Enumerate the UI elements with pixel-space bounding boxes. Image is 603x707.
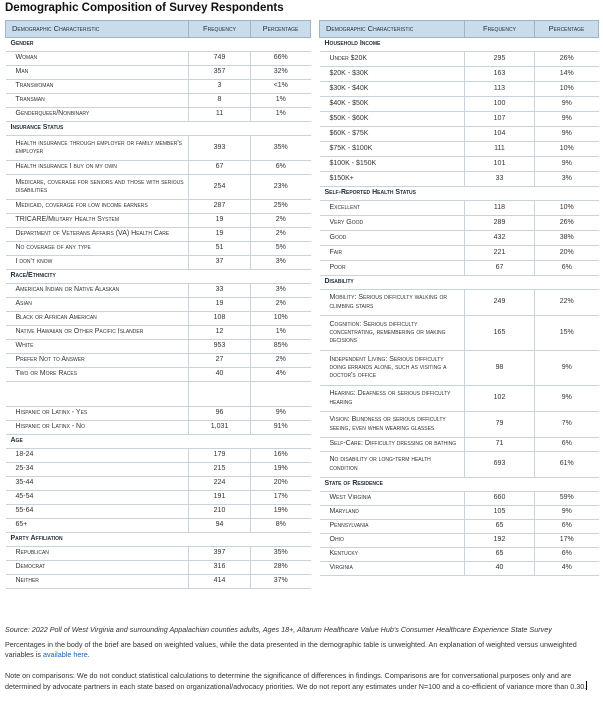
row-percentage: 8% [251,519,311,533]
weighting-note-end: . [87,650,90,660]
row-label: 18-24 [6,449,189,463]
row-frequency: 3 [189,80,251,94]
table-row [320,492,599,506]
row-frequency [189,382,251,407]
section-header-row [320,478,599,492]
row-frequency: 65 [465,520,535,534]
header-frequency: Frequency [465,21,535,38]
row-percentage: 38% [535,231,599,246]
table-row [6,94,311,108]
row-percentage: 9% [535,127,599,142]
row-frequency: 51 [189,242,251,256]
row-label: Excellent [320,201,465,216]
row-frequency: 40 [465,562,535,576]
table-row [6,547,311,561]
table-row [320,52,599,67]
row-label: Self-Care: Difficulty dressing or bathing [320,438,465,452]
row-frequency: 295 [465,52,535,67]
row-frequency: 192 [465,534,535,548]
row-percentage: 15% [535,316,599,351]
row-label: Pennsylvania [320,520,465,534]
table-row [320,142,599,157]
section-title: Disability [320,276,599,290]
row-frequency: 71 [465,438,535,452]
table-row [6,161,311,175]
row-label: $40K - $50K [320,97,465,112]
row-frequency: 105 [465,506,535,520]
row-frequency: 67 [465,261,535,276]
row-percentage: 3% [251,256,311,270]
row-label: West Virginia [320,492,465,506]
row-label: Medicaid, coverage for low income earners [6,200,189,214]
row-frequency: 693 [465,452,535,478]
section-title: Insurance Status [6,122,311,136]
row-label: Man [6,66,189,80]
row-label: Republican [6,547,189,561]
row-label: White [6,340,189,354]
section-header-row [6,38,311,52]
row-label: Maryland [320,506,465,520]
row-percentage: 19% [251,505,311,519]
demographics-table-right [319,20,599,576]
row-label: Cognition: Serious difficulty concentrating, remembering or making decisions [320,316,465,351]
row-percentage: 7% [535,412,599,438]
table-row [6,312,311,326]
table-row [320,290,599,316]
row-percentage: 22% [535,290,599,316]
table-row [320,351,599,386]
row-percentage: 35% [251,547,311,561]
row-frequency: 67 [189,161,251,175]
row-label: Kentucky [320,548,465,562]
row-percentage: 26% [535,52,599,67]
row-percentage: 9% [535,386,599,412]
row-percentage: 2% [251,228,311,242]
header-frequency: Frequency [189,21,251,38]
row-label: Prefer Not to Answer [6,354,189,368]
table-row [6,561,311,575]
row-label: $50K - $60K [320,112,465,127]
row-label: $20K - $30K [320,67,465,82]
row-percentage: 28% [251,561,311,575]
section-title: Race/Ethnicity [6,270,311,284]
row-label: Independent Living: Serious difficulty doing errands alone, such as visiting a doctor's office [320,351,465,386]
row-label: Vision: Blindness or serious difficulty seeing, even when wearing glasses [320,412,465,438]
row-label: Health insurance I buy on my own [6,161,189,175]
row-label: 65+ [6,519,189,533]
row-frequency: 33 [189,284,251,298]
table-row [6,326,311,340]
row-frequency: 33 [465,172,535,187]
comparisons-note [5,671,598,692]
row-percentage: 9% [535,97,599,112]
table-row [320,452,599,478]
row-frequency: 107 [465,112,535,127]
row-label: Woman [6,52,189,66]
row-percentage: 19% [251,463,311,477]
row-frequency: 96 [189,407,251,421]
row-label: Under $20K [320,52,465,67]
row-percentage: 59% [535,492,599,506]
weighting-note [5,640,598,660]
row-label: Good [320,231,465,246]
row-percentage: 1% [251,94,311,108]
row-percentage: 9% [535,506,599,520]
row-percentage: 5% [251,242,311,256]
table-row [320,316,599,351]
page-title: Demographic Composition of Survey Respondents [5,2,284,14]
available-here-link[interactable]: available here [42,650,88,660]
row-percentage: 9% [251,407,311,421]
row-frequency: 249 [465,290,535,316]
row-frequency: 1,031 [189,421,251,435]
table-row [6,421,311,435]
row-label: Two or More Races [6,368,189,382]
row-label: Neither [6,575,189,589]
table-row [6,449,311,463]
row-percentage: 35% [251,136,311,161]
row-frequency: 287 [189,200,251,214]
row-percentage: 26% [535,216,599,231]
table-row [320,261,599,276]
row-percentage: 6% [535,520,599,534]
table-row [320,520,599,534]
row-label: Hispanic or Latinx - No [6,421,189,435]
row-percentage: 4% [535,562,599,576]
row-percentage: 3% [535,172,599,187]
row-frequency: 165 [465,316,535,351]
row-label: I don't know [6,256,189,270]
table-row [320,201,599,216]
row-label: $30K - $40K [320,82,465,97]
table-row [6,298,311,312]
row-label: Department of Veterans Affairs (VA) Health Care [6,228,189,242]
row-frequency: 102 [465,386,535,412]
row-frequency: 289 [465,216,535,231]
row-frequency: 12 [189,326,251,340]
row-label: Democrat [6,561,189,575]
row-frequency: 163 [465,67,535,82]
row-label: Medicare, coverage for seniors and those with serious disabilities [6,175,189,200]
row-percentage: 6% [535,438,599,452]
source-note: Source: 2022 Poll of West Virginia and surrounding Appalachian counties adults, Ages 18+, Altarum Healthcare Value Hub's Consumer Healthcare Experience State Survey [5,625,552,634]
table-body-right [320,38,599,576]
row-frequency: 79 [465,412,535,438]
table-header-row [6,21,311,38]
row-label: Genderqueer/Nonbinary [6,108,189,122]
row-label: $75K - $100K [320,142,465,157]
row-label: Ohio [320,534,465,548]
table-row [6,505,311,519]
row-percentage: 61% [535,452,599,478]
row-frequency: 27 [189,354,251,368]
row-percentage: 25% [251,200,311,214]
table-row [320,562,599,576]
row-percentage: 9% [535,112,599,127]
row-frequency: 113 [465,82,535,97]
row-percentage: 10% [535,142,599,157]
table-row [6,284,311,298]
row-frequency: 101 [465,157,535,172]
row-frequency: 118 [465,201,535,216]
row-frequency: 65 [465,548,535,562]
row-frequency: 37 [189,256,251,270]
table-row [320,506,599,520]
row-label: $100K - $150K [320,157,465,172]
row-frequency: 8 [189,94,251,108]
row-frequency: 221 [465,246,535,261]
section-header-row [320,38,599,52]
row-frequency: 749 [189,52,251,66]
row-percentage: 85% [251,340,311,354]
row-percentage: 10% [535,201,599,216]
row-frequency: 98 [465,351,535,386]
row-label: Very Good [320,216,465,231]
table-row [320,231,599,246]
row-frequency: 94 [189,519,251,533]
row-label [6,382,189,407]
table-row [320,172,599,187]
section-title: Gender [6,38,311,52]
table-row [320,548,599,562]
row-percentage: 17% [535,534,599,548]
row-percentage: 9% [535,157,599,172]
row-label: Native Hawaiian or Other Pacific Islander [6,326,189,340]
table-row [320,127,599,142]
header-characteristic: Demographic Characteristic [320,21,465,38]
row-percentage: 6% [251,161,311,175]
table-row [6,491,311,505]
weighting-note-text: Percentages in the body of the brief are based on weighted values, while the data presented in the demographic table is unweighted. An explanation of weighted versus unweighted variables is [5,640,577,660]
table-row [320,438,599,452]
row-frequency: 953 [189,340,251,354]
table-row [6,214,311,228]
row-percentage: 91% [251,421,311,435]
row-label: No disability or long-term health condition [320,452,465,478]
table-row [6,407,311,421]
row-percentage [251,382,311,407]
row-percentage: <1% [251,80,311,94]
row-label: Fair [320,246,465,261]
table-row [6,52,311,66]
table-row [320,157,599,172]
table-row [6,463,311,477]
row-label: Black or African American [6,312,189,326]
row-percentage: 2% [251,214,311,228]
row-label: 35-44 [6,477,189,491]
row-frequency: 11 [189,108,251,122]
section-title: Party Affiliation [6,533,311,547]
table-row [6,477,311,491]
section-header-row [6,122,311,136]
row-percentage: 20% [535,246,599,261]
row-percentage: 1% [251,108,311,122]
row-frequency: 108 [189,312,251,326]
table-row [6,242,311,256]
row-label: 45-54 [6,491,189,505]
table-row [320,112,599,127]
row-percentage: 10% [535,82,599,97]
section-header-row [6,435,311,449]
row-percentage: 9% [535,351,599,386]
row-label: 55-64 [6,505,189,519]
table-row [6,175,311,200]
row-label: $150K+ [320,172,465,187]
row-frequency: 19 [189,214,251,228]
table-row [6,575,311,589]
row-frequency: 254 [189,175,251,200]
table-row [320,97,599,112]
text-cursor [586,681,587,690]
row-frequency: 316 [189,561,251,575]
row-frequency: 397 [189,547,251,561]
row-percentage: 2% [251,354,311,368]
section-header-row [6,533,311,547]
row-frequency: 210 [189,505,251,519]
row-label: Poor [320,261,465,276]
row-percentage: 10% [251,312,311,326]
section-title: Age [6,435,311,449]
row-percentage: 66% [251,52,311,66]
row-percentage: 14% [535,67,599,82]
row-label: No coverage of any type [6,242,189,256]
row-label: Health insurance through employer or family member's employer [6,136,189,161]
row-percentage: 3% [251,284,311,298]
row-label: Mobility: Serious difficulty walking or climbing stairs [320,290,465,316]
row-frequency: 660 [465,492,535,506]
section-header-row [320,187,599,201]
table-row [6,382,311,407]
row-percentage: 1% [251,326,311,340]
row-frequency: 393 [189,136,251,161]
row-frequency: 215 [189,463,251,477]
row-percentage: 6% [535,548,599,562]
row-label: Virginia [320,562,465,576]
section-header-row [6,270,311,284]
row-label: Asian [6,298,189,312]
table-row [6,228,311,242]
demographics-table-left [5,20,311,589]
row-label: American Indian or Native Alaskan [6,284,189,298]
table-row [320,67,599,82]
table-row [6,519,311,533]
row-frequency: 179 [189,449,251,463]
row-label: Hearing: Deafness or serious difficulty hearing [320,386,465,412]
table-row [6,256,311,270]
section-header-row [320,276,599,290]
row-label: Transwoman [6,80,189,94]
row-label: Transman [6,94,189,108]
row-percentage: 23% [251,175,311,200]
row-frequency: 104 [465,127,535,142]
row-frequency: 111 [465,142,535,157]
row-percentage: 37% [251,575,311,589]
row-percentage: 6% [535,261,599,276]
row-frequency: 40 [189,368,251,382]
table-row [6,80,311,94]
header-percentage: Percentage [251,21,311,38]
table-row [320,412,599,438]
table-row [6,66,311,80]
row-frequency: 357 [189,66,251,80]
row-frequency: 432 [465,231,535,246]
table-row [6,368,311,382]
table-row [6,340,311,354]
table-row [6,108,311,122]
table-row [320,534,599,548]
row-label: Hispanic or Latinx - Yes [6,407,189,421]
table-row [320,246,599,261]
row-label: 25-34 [6,463,189,477]
section-title: State of Residence [320,478,599,492]
header-percentage: Percentage [535,21,599,38]
table-row [6,200,311,214]
row-frequency: 414 [189,575,251,589]
table-row [320,216,599,231]
row-percentage: 16% [251,449,311,463]
row-percentage: 4% [251,368,311,382]
header-characteristic: Demographic Characteristic [6,21,189,38]
section-title: Household Income [320,38,599,52]
comparisons-note-text: Note on comparisons: We do not conduct statistical calculations to determine the significance of differences in findings. Comparisons are for conversational purposes only and are determined by advocate partners in each state based on organizational/advocacy priorities. We do not report any estimates under N=100 and a co-efficient of variance more than 0.30. [5,671,587,692]
row-percentage: 2% [251,298,311,312]
row-label: TRICARE/Military Health System [6,214,189,228]
table-row [320,82,599,97]
row-percentage: 20% [251,477,311,491]
row-frequency: 100 [465,97,535,112]
table-header-row [320,21,599,38]
table-row [6,136,311,161]
row-percentage: 17% [251,491,311,505]
row-label: $60K - $75K [320,127,465,142]
row-frequency: 19 [189,298,251,312]
table-row [320,386,599,412]
row-percentage: 32% [251,66,311,80]
section-title: Self-Reported Health Status [320,187,599,201]
row-frequency: 19 [189,228,251,242]
table-body-left [6,38,311,589]
row-frequency: 191 [189,491,251,505]
row-frequency: 224 [189,477,251,491]
table-row [6,354,311,368]
